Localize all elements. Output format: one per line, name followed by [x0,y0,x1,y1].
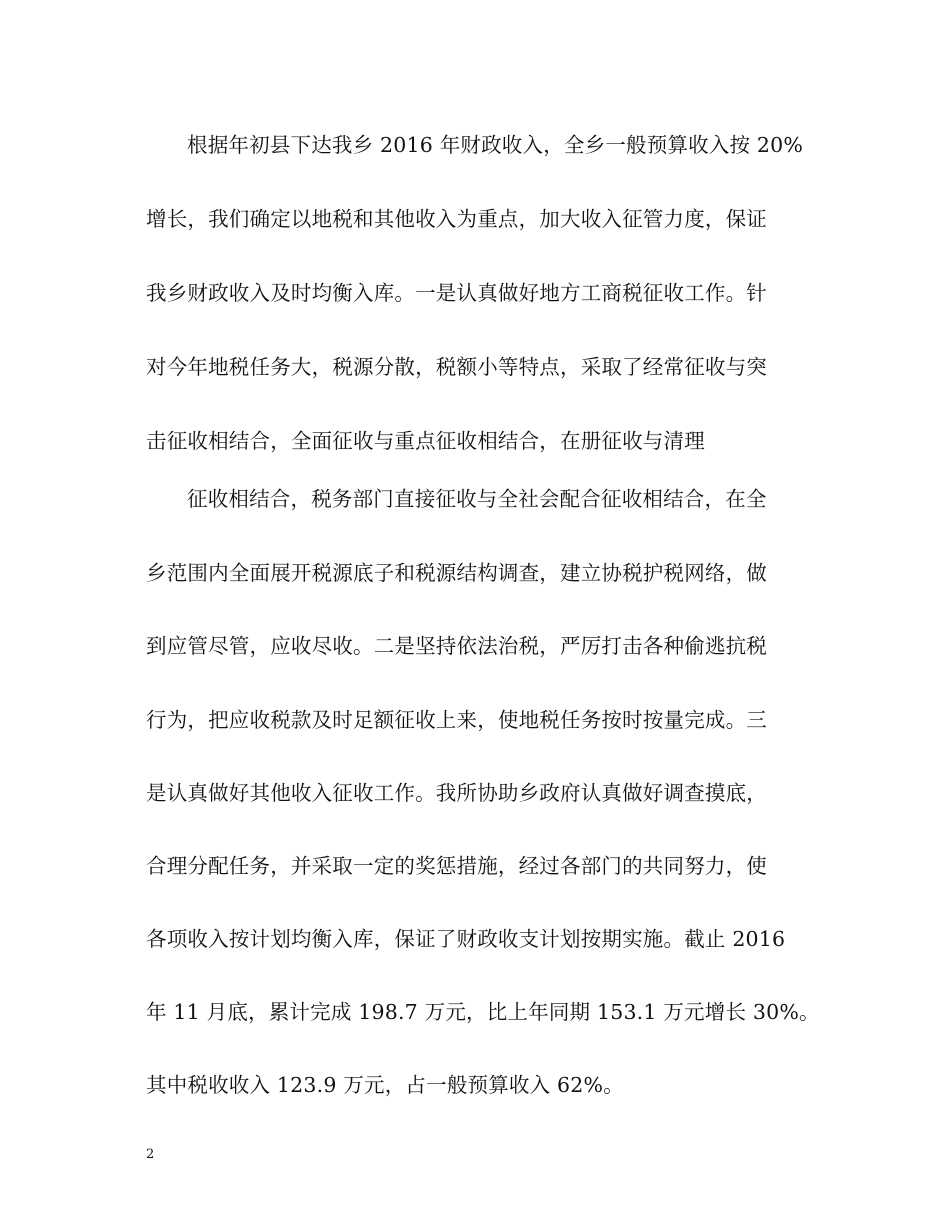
paragraph-2-line-3: 到应管尽管，应收尽收。二是坚持依法治税，严厉打击各种偷逃抗税 [146,634,767,658]
paragraph-2-line-7: 各项收入按计划均衡入库，保证了财政收支计划按期实施。截止 2016 [146,927,786,951]
paragraph-2-line-4: 行为，把应收税款及时足额征收上来，使地税任务按时按量完成。三 [146,708,767,732]
paragraph-1-line-4: 对今年地税任务大，税源分散，税额小等特点，采取了经常征收与突 [146,355,767,379]
paragraph-1-line-3: 我乡财政收入及时均衡入库。一是认真做好地方工商税征收工作。针 [146,281,767,305]
paragraph-2-line-6: 合理分配任务，并采取一定的奖惩措施，经过各部门的共同努力，使 [146,854,767,878]
paragraph-1-line-5: 击征收相结合，全面征收与重点征收相结合，在册征收与清理 [146,429,705,453]
paragraph-2-line-8: 年 11 月底，累计完成 198.7 万元，比上年同期 153.1 万元增长 30%。 [146,1000,820,1024]
paragraph-2-line-9: 其中税收收入 123.9 万元，占一般预算收入 62%。 [146,1073,624,1097]
paragraph-2-line-5: 是认真做好其他收入征收工作。我所协助乡政府认真做好调查摸底， [146,781,767,805]
page-number: 2 [146,1147,155,1162]
paragraph-2-line-1: 征收相结合，税务部门直接征收与全社会配合征收相结合，在全 [187,487,767,511]
paragraph-2-line-2: 乡范围内全面展开税源底子和税源结构调查，建立协税护税网络，做 [146,561,767,585]
paragraph-1-line-1: 根据年初县下达我乡 2016 年财政收入，全乡一般预算收入按 20% [187,133,804,157]
paragraph-1-line-2: 增长，我们确定以地税和其他收入为重点，加大收入征管力度，保证 [146,207,767,231]
